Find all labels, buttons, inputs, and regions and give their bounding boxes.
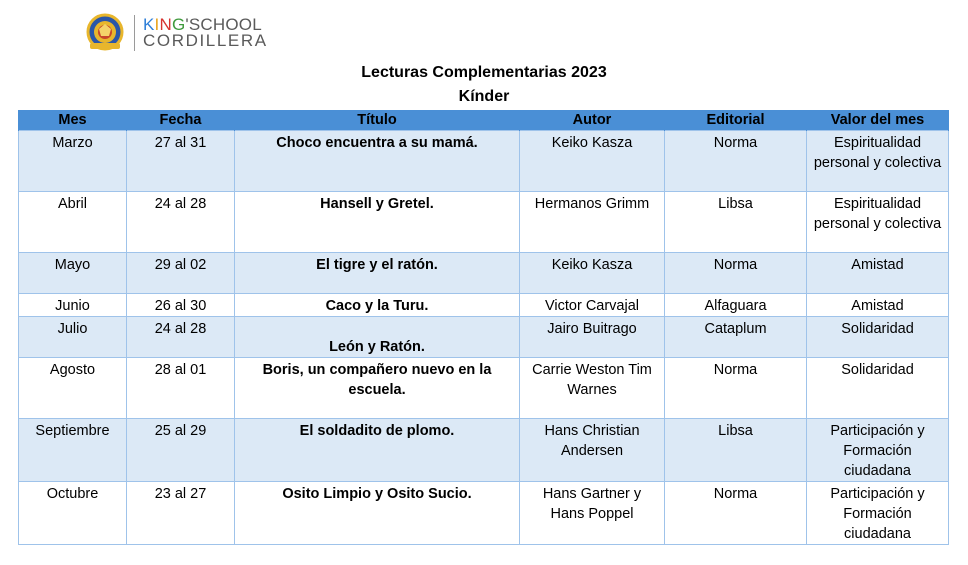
cell-mes: Marzo	[19, 130, 127, 191]
cell-mes: Junio	[19, 293, 127, 316]
table-row	[19, 418, 949, 481]
cell-fecha: 27 al 31	[127, 130, 235, 191]
logo-divider	[134, 15, 135, 51]
cell-valor: Solidaridad	[807, 357, 949, 418]
column-header-editorial: Editorial	[665, 110, 807, 130]
school-crest-icon	[84, 12, 126, 54]
cell-editorial: Libsa	[665, 418, 807, 481]
cell-fecha: 24 al 28	[127, 316, 235, 357]
logo-letter-k: K	[143, 15, 155, 34]
cell-valor: Amistad	[807, 293, 949, 316]
cell-autor: Hermanos Grimm	[520, 191, 665, 252]
table-row	[19, 252, 949, 293]
cell-titulo: Choco encuentra a su mamá.	[235, 130, 520, 191]
cell-titulo: León y Ratón.	[235, 316, 520, 357]
column-header-valor: Valor del mes	[807, 110, 949, 130]
column-header-fecha: Fecha	[127, 110, 235, 130]
cell-autor: Victor Carvajal	[520, 293, 665, 316]
logo-school-text: 'SCHOOL	[185, 15, 262, 34]
cell-titulo: Boris, un compañero nuevo en la escuela.	[235, 357, 520, 418]
table-row	[19, 293, 949, 316]
cell-fecha: 29 al 02	[127, 252, 235, 293]
cell-valor: Espiritualidad personal y colectiva	[807, 130, 949, 191]
page-subtitle: Kínder	[458, 88, 510, 105]
cell-autor: Hans Gartner y Hans Poppel	[520, 481, 665, 544]
cell-editorial: Alfaguara	[665, 293, 807, 316]
cell-fecha: 23 al 27	[127, 481, 235, 544]
cell-autor: Jairo Buitrago	[520, 316, 665, 357]
column-header-mes: Mes	[19, 110, 127, 130]
cell-editorial: Norma	[665, 481, 807, 544]
table-row	[19, 130, 949, 191]
school-logo	[84, 12, 268, 54]
cell-mes: Agosto	[19, 357, 127, 418]
cell-valor: Participación y Formación ciudadana	[807, 418, 949, 481]
cell-titulo: Caco y la Turu.	[235, 293, 520, 316]
cell-mes: Julio	[19, 316, 127, 357]
column-header-titulo: Título	[235, 110, 520, 130]
table-row	[19, 191, 949, 252]
cell-mes: Abril	[19, 191, 127, 252]
cell-titulo: El tigre y el ratón.	[235, 252, 520, 293]
table-row	[19, 357, 949, 418]
column-header-autor: Autor	[520, 110, 665, 130]
cell-autor: Carrie Weston Tim Warnes	[520, 357, 665, 418]
cell-fecha: 28 al 01	[127, 357, 235, 418]
table-row	[19, 316, 949, 357]
cell-editorial: Libsa	[665, 191, 807, 252]
cell-autor: Keiko Kasza	[520, 252, 665, 293]
cell-fecha: 26 al 30	[127, 293, 235, 316]
readings-table	[18, 110, 949, 545]
cell-mes: Septiembre	[19, 418, 127, 481]
logo-letter-g: G	[171, 15, 186, 34]
cell-autor: Hans Christian Andersen	[520, 418, 665, 481]
cell-editorial: Norma	[665, 252, 807, 293]
cell-titulo: Osito Limpio y Osito Sucio.	[235, 481, 520, 544]
page-title: Lecturas Complementarias 2023	[361, 64, 607, 81]
cell-titulo: Hansell y Gretel.	[235, 191, 520, 252]
cell-fecha: 24 al 28	[127, 191, 235, 252]
cell-valor: Espiritualidad personal y colectiva	[807, 191, 949, 252]
table-row	[19, 481, 949, 544]
logo-line-cordillera: CORDILLERA	[143, 31, 268, 50]
logo-letter-n: N	[159, 15, 172, 34]
table-header-row	[19, 110, 949, 130]
cell-valor: Solidaridad	[807, 316, 949, 357]
cell-autor: Keiko Kasza	[520, 130, 665, 191]
cell-titulo: El soldadito de plomo.	[235, 418, 520, 481]
cell-mes: Mayo	[19, 252, 127, 293]
cell-editorial: Norma	[665, 357, 807, 418]
logo-letter-i: I	[154, 15, 160, 34]
logo-wordmark	[143, 17, 268, 49]
cell-editorial: Cataplum	[665, 316, 807, 357]
cell-fecha: 25 al 29	[127, 418, 235, 481]
cell-valor: Participación y Formación ciudadana	[807, 481, 949, 544]
cell-mes: Octubre	[19, 481, 127, 544]
cell-valor: Amistad	[807, 252, 949, 293]
cell-editorial: Norma	[665, 130, 807, 191]
